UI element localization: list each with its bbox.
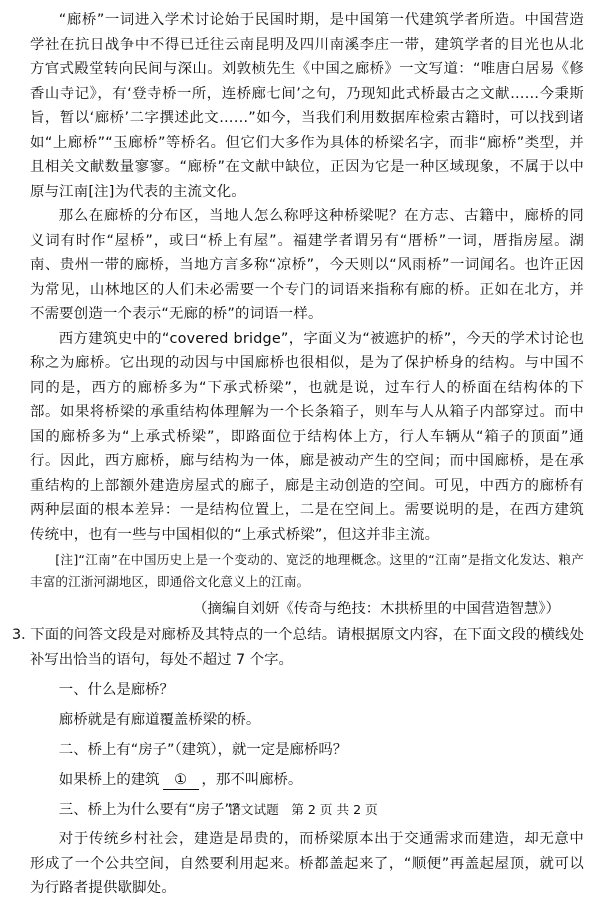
sub-answer-3: 对于传统乡村社会，建造是昂贵的，而桥梁原本出于交通需求而建造，却无意中形成了一个公共空间，自然要利用起来。桥都盖起来了，“顺便”再盖起屋顶，就可以为行路者提供歇脚处。 (30, 831, 584, 896)
article-paragraph-3: 西方建筑史中的“covered bridge”，字面义为“被遮护的桥”，今天的学术讨论也称之为廊桥。它出现的动因与中国廊桥也很相似，是为了保护桥身的结构。与中国不同的是，西方的廊桥多为“下承式桥梁”，也就是说，过车行人的桥面在结构体的下部。如果将桥梁的承重结构体理解为一个长条箱子，则车与人从箱子内部穿过。而中国的廊桥多为“上承式桥梁”，即路面位于结构体上方，行人车辆从“箱子的顶面”通行。因此，西方廊桥，廊与结构为一体，廊是被动产生的空间；而中国廊桥，是在承重结构的上部额外建造房屋式的廊子，廊是主动创造的空间。可见，中西方的廊桥有两种层面的根本差异：一是结构位置上，二是在空间上。需要说明的是，在西方建筑传统中，也有一些与中国相似的“上承式桥梁”，但这并非主流。 (30, 330, 584, 543)
footnote: [注]“江南”在中国历史上是一个变动的、宽泛的地理概念。这里的“江南”是指文化发达、粮产丰富的江浙河湖地区，即通俗文化意义上的江南。 (30, 552, 584, 589)
article-paragraph-2: 那么在廊桥的分布区，当地人怎么称呼这种桥梁呢？在方志、古籍中，廊桥的同义词有时作“屋桥”，或曰“桥上有屋”。福建学者谓另有“厝桥”一词，厝指房屋。湖南、贵州一带的廊桥，当地方言多称“凉桥”，今天则以“风雨桥”一词闻名。也许正因为常见，山林地区的人们未必需要一个专门的词语来指称有廊的桥。正如在北方，并不需要创造一个表示“无廊的桥”的词语一样。 (30, 208, 584, 322)
sub-answer-2 (30, 767, 584, 793)
sub-answer-1: 廊桥就是有廊道覆盖桥梁的桥。 (58, 712, 261, 728)
source-citation: （摘编自刘妍《传奇与绝技：木拱桥里的中国营造智慧》） (193, 601, 560, 617)
question-number: 3． (12, 627, 36, 643)
page-footer: 语文试题 第 2 页 共 2 页 (228, 802, 378, 817)
sub-question-1: 一、什么是廊桥？ (58, 682, 174, 698)
fill-blank-1[interactable]: ① (163, 771, 199, 790)
sub-question-2: 二、桥上有“房子”（建筑），就一定是廊桥吗？ (58, 742, 348, 758)
question-3-prompt (12, 623, 584, 672)
answer-2-before: 如果桥上的建筑 (58, 772, 160, 788)
question-3-text: 下面的问答文段是对廊桥及其特点的一个总结。请根据原文内容，在下面文段的横线处补写出恰当的语句，每处不超过 7 个字。 (30, 627, 584, 668)
answer-2-after: ，那不叫廊桥。 (201, 772, 303, 788)
article-paragraph-1: “廊桥”一词进入学术讨论始于民国时期，是中国第一代建筑学者所造。中国营造学社在抗日战争中不得已迁往云南昆明及四川南溪李庄一带，建筑学者的目光也从北方官式殿堂转向民间与深山。刘敦桢先生《中国之廊桥》一文写道：“唯唐白居易《修香山寺记》，有‘登寺桥一所，连桥廊七间’之句，乃现知此式桥最古之文献……今秉斯旨，暂以‘廊桥’二字撰述此文……”如今，当我们利用数据库检索古籍时，可以找到诸如“上廊桥”“玉廊桥”等桥名。但它们大多作为具体的桥梁名字，而非“廊桥”类型，并且相关文献数量寥寥。“廊桥”在文献中缺位，正因为它是一种区域现象，不属于以中原与江南[注]为代表的主流文化。 (30, 12, 584, 200)
sub-question-3: 三、桥上为什么要有“房子”？ (58, 802, 247, 818)
